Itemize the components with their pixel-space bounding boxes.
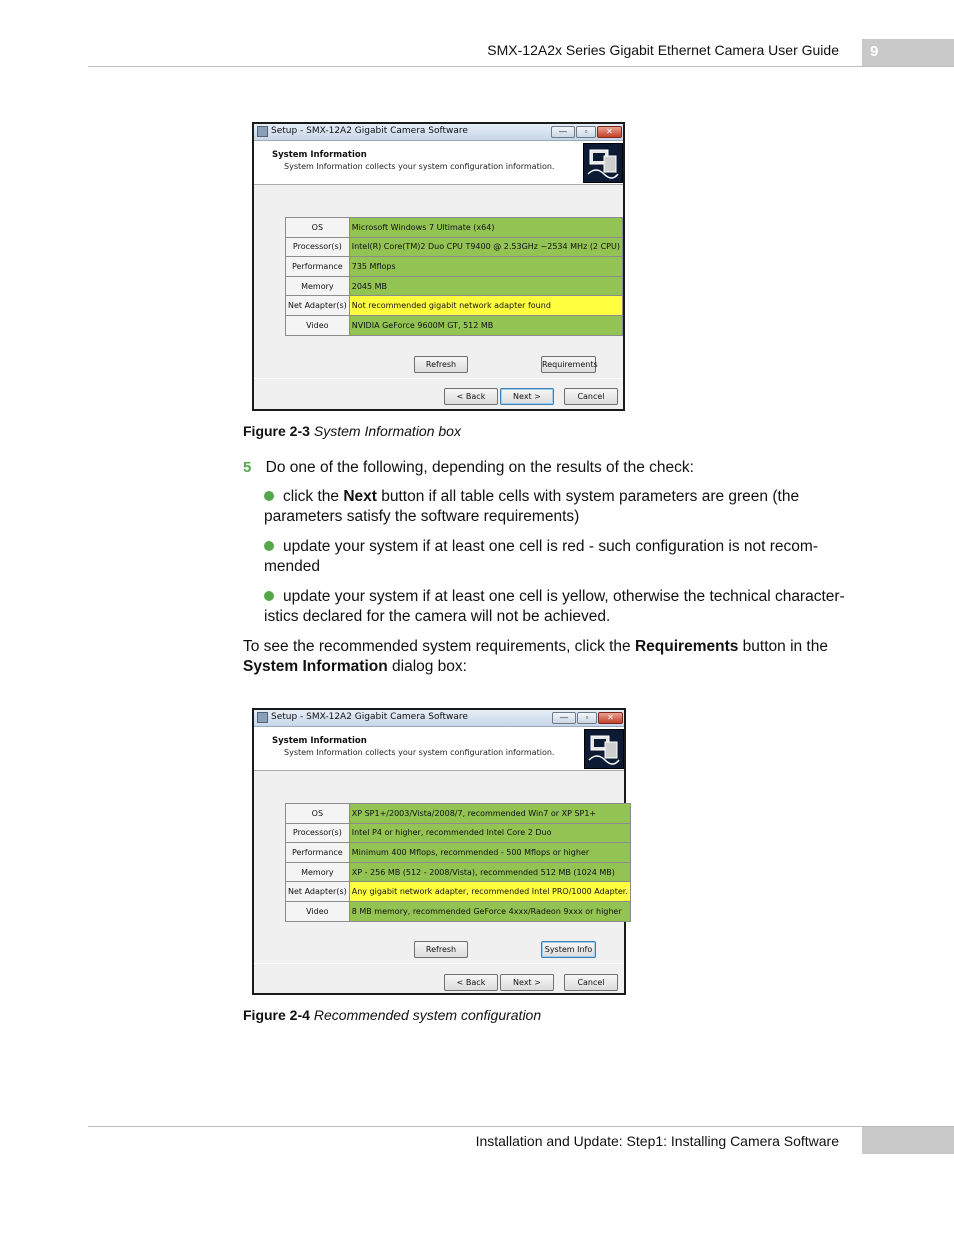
close-button[interactable]: ✕ [598,712,623,724]
table-row [286,843,631,863]
table-row [286,823,631,843]
computer-setup-icon [584,729,624,769]
table-row [286,237,623,257]
row-label: Net Adapter(s) [286,882,350,902]
row-label: OS [286,804,350,824]
para-bold-requirements: Requirements [634,638,739,655]
minimize-button[interactable]: — [552,712,576,724]
para-text: To see the recommended system requirements, click the [243,638,635,655]
table-row [286,296,623,316]
para-text-mid: button in the [738,638,828,655]
maximize-button[interactable]: ▫ [577,712,597,724]
setup-app-icon [257,126,268,137]
system-info-table [285,217,623,336]
table-row [286,882,631,902]
setup-dialog-requirements [252,708,626,995]
table-row [286,276,623,296]
window-title: Setup - SMX-12A2 Gigabit Camera Software [271,712,468,722]
cancel-button[interactable]: Cancel [564,388,618,405]
requirements-paragraph [243,637,868,677]
window-titlebar[interactable] [254,710,624,727]
requirements-button[interactable]: Requirements [541,356,596,373]
step-text: Do one of the following, depending on the results of the check: [265,459,694,476]
next-button[interactable]: Next > [500,388,554,405]
row-label: Performance [286,257,350,277]
row-value: 735 Mflops [349,257,622,277]
table-row [286,218,623,238]
running-header-title: SMX-12A2x Series Gigabit Ethernet Camera User Guide [487,42,839,58]
bullet-dot-icon [264,591,274,601]
refresh-button[interactable]: Refresh [414,356,468,373]
row-value: 2045 MB [349,276,622,296]
system-info-button[interactable]: System Info [541,941,596,958]
para-bold-system-information: System Information [243,658,388,675]
dialog-banner [254,141,623,185]
row-label: Memory [286,862,350,882]
row-value: XP - 256 MB (512 - 2008/Vista), recommended 512 MB (1024 MB) [349,862,630,882]
row-label: Processor(s) [286,237,350,257]
dialog-banner [254,727,624,771]
setup-app-icon [257,712,268,723]
table-row [286,257,623,277]
row-value: Microsoft Windows 7 Ultimate (x64) [349,218,622,238]
para-text-end: dialog box: [387,658,467,675]
footer-tab [862,1127,954,1154]
maximize-button[interactable]: ▫ [576,126,596,138]
caption-number: Figure 2-3 [243,423,310,439]
dialog-separator [254,963,624,964]
row-label: Video [286,901,350,921]
back-button[interactable]: < Back [444,974,498,991]
bullet-item [264,537,864,577]
bullet-bold: Next [343,488,377,505]
page-number: 9 [862,39,954,66]
computer-setup-icon [583,143,623,183]
figure-2-4-caption [243,1007,541,1023]
close-button[interactable]: ✕ [597,126,622,138]
requirements-table [285,803,631,922]
back-button[interactable]: < Back [444,388,498,405]
table-row [286,804,631,824]
row-value: Any gigabit network adapter, recommended Intel PRO/1000 Adapter. [349,882,630,902]
row-value: 8 MB memory, recommended GeForce 4xxx/Radeon 9xxx or higher [349,901,630,921]
table-row [286,901,631,921]
table-row [286,315,623,335]
running-footer-text: Installation and Update: Step1: Installing Camera Software [475,1133,839,1149]
row-value: NVIDIA GeForce 9600M GT, 512 MB [349,315,622,335]
dialog-separator [254,378,623,379]
row-value: XP SP1+/2003/Vista/2008/7, recommended Win7 or XP SP1+ [349,804,630,824]
banner-heading: System Information [272,736,367,746]
setup-dialog-system-info [252,122,625,411]
footer-rule [88,1126,954,1127]
next-button[interactable]: Next > [500,974,554,991]
row-label: Processor(s) [286,823,350,843]
row-value: Minimum 400 Mflops, recommended - 500 Mflops or higher [349,843,630,863]
bullet-dot-icon [264,541,274,551]
window-titlebar[interactable] [254,124,623,141]
header-rule [88,66,954,67]
window-title: Setup - SMX-12A2 Gigabit Camera Software [271,126,468,136]
bullet-item [264,587,874,627]
banner-heading: System Information [272,150,367,160]
minimize-button[interactable]: — [551,126,575,138]
step-5 [243,458,883,478]
row-label: Memory [286,276,350,296]
row-label: Net Adapter(s) [286,296,350,316]
refresh-button[interactable]: Refresh [414,941,468,958]
caption-text: System Information box [313,423,461,439]
row-value: Intel P4 or higher, recommended Intel Core 2 Duo [349,823,630,843]
bullet-dot-icon [264,491,274,501]
bullet-text: update your system if at least one cell is red - such configuration is not recom-mended [264,538,818,575]
bullet-text: click the [283,488,344,505]
caption-number: Figure 2-4 [243,1007,310,1023]
row-label: Performance [286,843,350,863]
table-row [286,862,631,882]
bullet-item [264,487,874,527]
row-value: Not recommended gigabit network adapter found [349,296,622,316]
banner-subheading: System Information collects your system configuration information. [284,162,555,171]
row-label: Video [286,315,350,335]
caption-text: Recommended system configuration [313,1007,542,1023]
figure-2-3-caption [243,423,461,439]
row-label: OS [286,218,350,238]
step-number: 5 [243,459,252,476]
cancel-button[interactable]: Cancel [564,974,618,991]
banner-subheading: System Information collects your system configuration information. [284,748,555,757]
bullet-text-rest: button if all table cells with system parameters are green (the parameters satisfy the software requirements) [264,488,800,525]
row-value: Intel(R) Core(TM)2 Duo CPU T9400 @ 2.53GHz ~2534 MHz (2 CPU) [349,237,622,257]
bullet-text: update your system if at least one cell is yellow, otherwise the technical character-istics declared for the camera will not be achieved. [264,588,845,625]
